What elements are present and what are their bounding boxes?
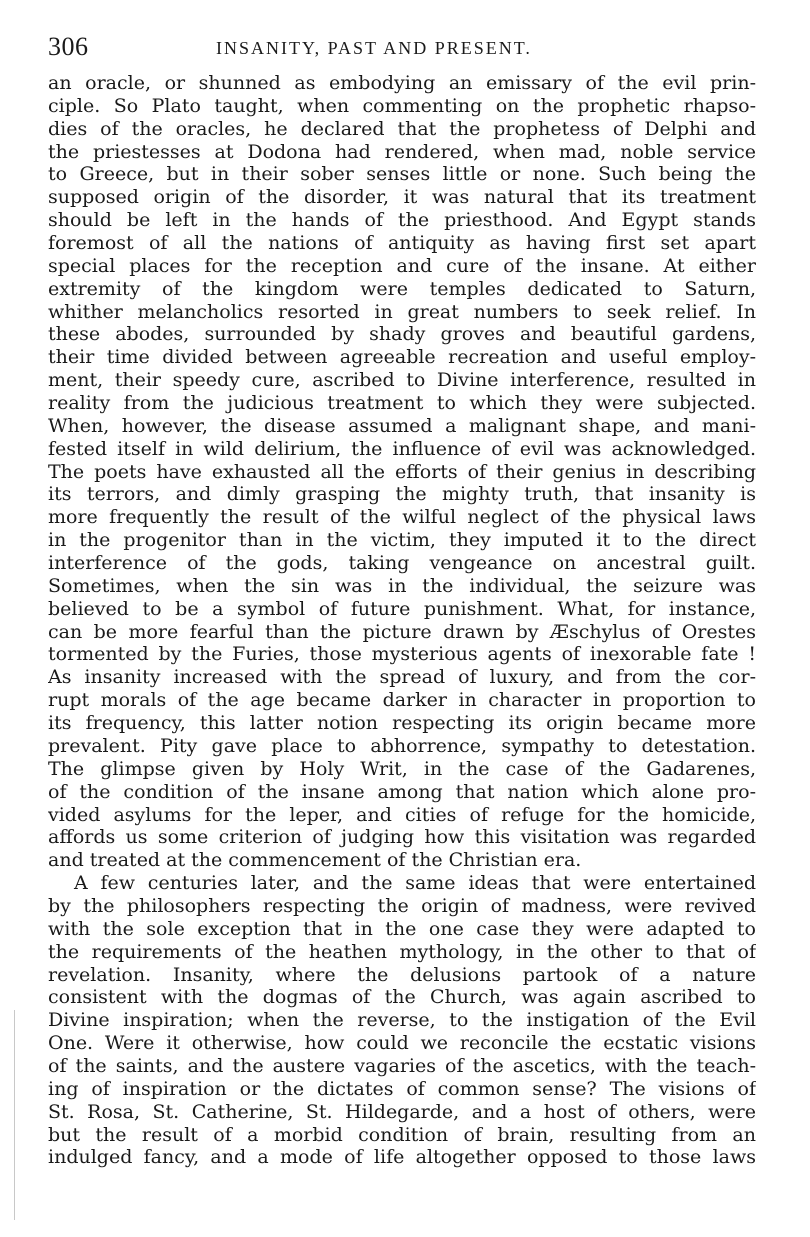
text-line: believed to be a symbol of future punishment. What, for instance, (48, 597, 756, 620)
running-title: INSANITY, PAST AND PRESENT. (216, 38, 532, 58)
text-line: extremity of the kingdom were temples dedicated to Saturn, (48, 277, 756, 300)
text-line: of the condition of the insane among that nation which alone pro- (48, 780, 756, 803)
text-line: of the saints, and the austere vagaries of the ascetics, with the teach- (48, 1054, 756, 1077)
text-line: special places for the reception and cure of the insane. At either (48, 254, 756, 277)
text-line: ing of inspiration or the dictates of common sense? The visions of (48, 1077, 756, 1100)
text-line: dies of the oracles, he declared that the prophetess of Delphi and (48, 117, 756, 140)
text-line: rupt morals of the age became darker in character in proportion to (48, 689, 756, 712)
text-line: should be left in the hands of the priesthood. And Egypt stands (48, 209, 756, 232)
text-line: the requirements of the heathen mythology, in the other to that of (48, 940, 756, 963)
text-line: fested itself in wild delirium, the influence of evil was acknowledged. (48, 437, 756, 460)
text-line: but the result of a morbid condition of brain, resulting from an (48, 1123, 756, 1146)
text-line: interference of the gods, taking vengeance on ancestral guilt. (48, 552, 756, 575)
text-line: The poets have exhausted all the efforts of their genius in describing (48, 460, 756, 483)
paragraph-end-line: and treated at the commencement of the Christian era. (48, 849, 582, 872)
paragraph-start-line: A few centuries later, and the same ideas that were entertained (74, 872, 756, 895)
text-line: tormented by the Furies, those mysterious agents of inexorable fate ! (48, 643, 756, 666)
text-line: to Greece, but in their sober senses little or none. Such being the (48, 163, 756, 186)
text-line: whither melancholics resorted in great numbers to seek relief. In (48, 300, 756, 323)
text-line: can be more fearful than the picture drawn by Æschylus of Orestes (48, 620, 756, 643)
text-line: foremost of all the nations of antiquity as having first set apart (48, 232, 756, 255)
text-line: revelation. Insanity, where the delusions partook of a nature (48, 963, 756, 986)
text-line: its frequency, this latter notion respecting its origin became more (48, 712, 756, 735)
text-line: prevalent. Pity gave place to abhorrence, sympathy to detestation. (48, 734, 756, 757)
text-line: One. Were it otherwise, how could we reconcile the ecstatic visions (48, 1032, 756, 1055)
text-line: affords us some criterion of judging how this visitation was regarded (48, 826, 756, 849)
text-line: consistent with the dogmas of the Church, was again ascribed to (48, 986, 756, 1009)
text-line: their time divided between agreeable recreation and useful employ- (48, 346, 756, 369)
text-line: ciple. So Plato taught, when commenting on the prophetic rhapso- (48, 94, 756, 117)
page-edge-shadow (14, 1010, 15, 1220)
page-number: 306 (48, 32, 89, 61)
text-line: St. Rosa, St. Catherine, St. Hildegarde, and a host of others, were (48, 1100, 756, 1123)
text-line: its terrors, and dimly grasping the mighty truth, that insanity is (48, 483, 756, 506)
text-line: When, however, the disease assumed a malignant shape, and mani- (48, 414, 756, 437)
text-line: Divine inspiration; when the reverse, to the instigation of the Evil (48, 1009, 756, 1032)
text-line: vided asylums for the leper, and cities of refuge for the homicide, (48, 803, 756, 826)
text-line: reality from the judicious treatment to which they were subjected. (48, 392, 756, 415)
text-line: in the progenitor than in the victim, they imputed it to the direct (48, 529, 756, 552)
text-line: an oracle, or shunned as embodying an emissary of the evil prin- (48, 72, 756, 94)
text-line: more frequently the result of the wilful neglect of the physical laws (48, 506, 756, 529)
text-line: supposed origin of the disorder, it was natural that its treatment (48, 186, 756, 209)
body-text (48, 72, 756, 1169)
running-head (48, 30, 766, 64)
text-line: with the sole exception that in the one case they were adapted to (48, 917, 756, 940)
text-line: As insanity increased with the spread of luxury, and from the cor- (48, 666, 756, 689)
text-line: Sometimes, when the sin was in the individual, the seizure was (48, 574, 756, 597)
text-line: ment, their speedy cure, ascribed to Divine interference, resulted in (48, 369, 756, 392)
text-line: the priestesses at Dodona had rendered, when mad, noble service (48, 140, 756, 163)
text-line: indulged fancy, and a mode of life altogether opposed to those laws (48, 1146, 756, 1169)
text-line: The glimpse given by Holy Writ, in the case of the Gadarenes, (48, 757, 756, 780)
text-line: these abodes, surrounded by shady groves and beautiful gardens, (48, 323, 756, 346)
text-line: by the philosophers respecting the origin of madness, were revived (48, 894, 756, 917)
